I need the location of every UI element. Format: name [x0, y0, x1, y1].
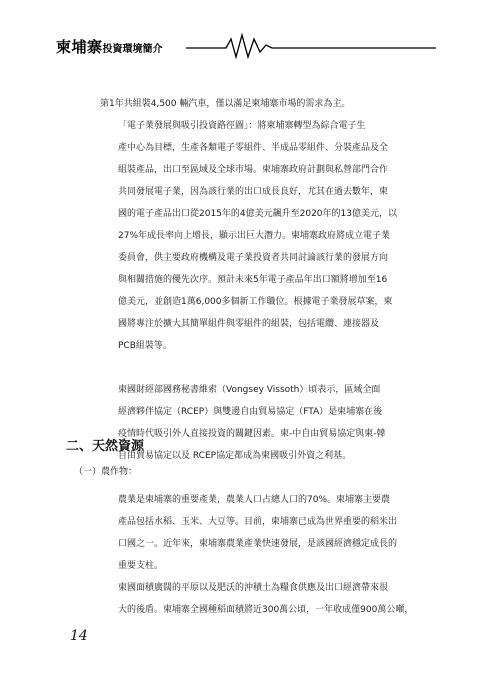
text-line: 「電子業發展與吸引投資路徑圖」：將柬埔寨轉型為綜合電子生	[118, 121, 366, 131]
text-line: 共同發展電子業，因為該行業的出口成長良好，尤其在過去數年，柬	[118, 187, 389, 197]
text-line: 柬國面積廣闊的平原以及肥沃的沖積土為糧食供應及出口經濟帶來很	[118, 583, 389, 593]
text-line: 自由貿易協定以及 RCEP協定都成為柬國吸引外資之利基。	[118, 451, 352, 461]
text-line: 口國之一。近年來，柬埔寨農業產業快速發展，是該國經濟穩定成長的	[118, 539, 398, 549]
running-header	[56, 30, 436, 60]
text-line: 27%年成長率向上增長，顯示出巨大潛力。柬埔寨政府將成立電子業	[118, 231, 391, 241]
paragraph-auto-assembly	[100, 93, 420, 115]
text-line: 疫情時代吸引外人直接投資的關鍵因素。柬-中自由貿易協定與柬-韓	[118, 429, 386, 439]
page-number: 14	[70, 628, 88, 644]
text-line: 重要支柱。	[118, 561, 164, 571]
text-line: 經濟夥伴協定（RCEP）與雙邊自由貿易協定（FTA）是柬埔寨在後	[118, 407, 383, 417]
text-line: 產品包括水稻、玉米、大豆等。目前，柬埔寨已成為世界重要的稻米出	[118, 517, 398, 527]
text-line: 國的電子產品出口從2015年的4億美元飆升至2020年的13億美元，以	[118, 209, 397, 219]
text-line: 億美元，並創造1萬6,000多個新工作職位。根據電子業發展草案，柬	[118, 297, 393, 307]
text-line: 國將專注於擴大其簡單組件與零組件的組裝，包括電纜、連接器及	[118, 319, 380, 329]
subheading: （一）農作物：	[74, 467, 138, 477]
header-title-main: 柬埔寨	[56, 38, 103, 56]
section-heading: 二、天然資源	[66, 439, 145, 454]
text-line: 委員會，供主要政府機構及電子業投資者共同討論該行業的發展方向	[118, 253, 389, 263]
paragraph-rcep-fta	[100, 379, 420, 467]
header-heartbeat-line	[56, 30, 436, 60]
text-line: 大的後盾。柬埔寨全國種稻面積將近300萬公頃，一年收成僅900萬公噸，	[118, 605, 414, 615]
text-line: PCB組裝等。	[118, 341, 172, 351]
text-line: 與相關措施的優先次序。預計未來5年電子產品年出口額將增加至16	[118, 275, 388, 285]
header-title-sub: 投資環境簡介	[102, 44, 163, 55]
text-line: 第1年共組裝4,500 輛汽車，僅以滿足柬埔寨市場的需求為主。	[100, 99, 351, 109]
text-line: 組裝產品，出口至區域及全球市場。柬埔寨政府計劃與私營部門合作	[118, 165, 389, 175]
paragraph-agriculture	[100, 489, 420, 577]
text-line: 農業是柬埔寨的重要產業，農業人口占總人口的70%。柬埔寨主要農	[118, 495, 391, 505]
text-line: 柬國財經部國務秘書維索（Vongsey Vissoth）頃表示，區域全面	[118, 385, 381, 395]
paragraph-electronics-roadmap	[100, 115, 420, 357]
text-line: 產中心為目標，生產各類電子零組件、半成品零組件、分裝產品及全	[118, 143, 389, 153]
paragraph-plains-rice	[100, 577, 420, 621]
